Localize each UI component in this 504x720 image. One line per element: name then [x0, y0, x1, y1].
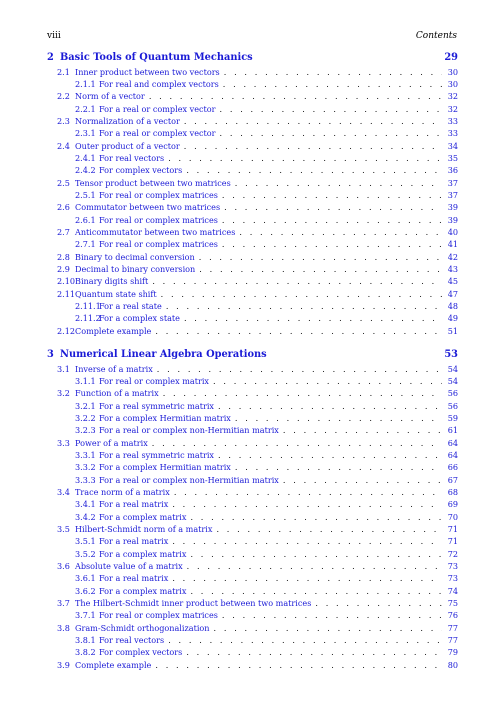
entry-page-number: 41	[447, 239, 458, 250]
entry-number: 3.7.1	[75, 610, 96, 621]
toc-section-row[interactable]	[47, 363, 458, 375]
entry-title: Outer product of a vector	[75, 140, 180, 151]
entry-page-number: 49	[447, 313, 458, 324]
toc-section-row[interactable]	[47, 263, 458, 275]
toc-subsection-row[interactable]	[47, 375, 458, 387]
dot-leader	[222, 214, 442, 226]
dot-leader	[220, 103, 442, 115]
entry-title: Absolute value of a matrix	[75, 561, 183, 572]
entry-title: For real or complex matrices	[99, 214, 218, 225]
dot-leader	[224, 201, 442, 213]
entry-title: Complete example	[75, 659, 152, 670]
dot-leader	[235, 461, 442, 473]
entry-page-number: 32	[447, 91, 458, 102]
entry-number: 2.1.1	[75, 78, 96, 89]
entry-number: 2.4	[57, 140, 70, 151]
entry-page-number: 42	[447, 251, 458, 262]
chapter-title: Numerical Linear Algebra Operations	[60, 349, 267, 361]
table-of-contents	[47, 51, 458, 671]
toc-section-row[interactable]	[47, 288, 458, 300]
entry-page-number: 43	[447, 264, 458, 274]
entry-page-number: 45	[447, 276, 458, 287]
dot-leader	[315, 597, 442, 609]
entry-title: For real or complex matrix	[99, 375, 210, 386]
entry-title: Complete example	[75, 325, 152, 336]
toc-subsection-row[interactable]	[47, 449, 458, 461]
entry-page-number: 71	[447, 536, 458, 547]
dot-leader	[168, 152, 442, 164]
dot-leader	[166, 300, 442, 312]
dot-leader	[216, 523, 442, 535]
entry-title: For a real symmetric matrix	[99, 449, 214, 460]
entry-page-number: 54	[447, 363, 458, 374]
toc-section-row[interactable]	[47, 560, 458, 572]
entry-number: 3.4	[57, 487, 70, 497]
entry-title: For a real state	[99, 301, 162, 312]
entry-title: Commutator between two matrices	[75, 202, 221, 213]
entry-number: 3.5.1	[75, 536, 96, 547]
dot-leader	[220, 127, 442, 139]
dot-leader	[222, 238, 442, 250]
dot-leader	[235, 177, 442, 189]
entry-page-number: 72	[447, 548, 458, 559]
entry-number: 3.5.2	[75, 548, 96, 559]
toc-subsection-row[interactable]	[47, 572, 458, 584]
dot-leader	[155, 325, 442, 337]
toc-section-row[interactable]	[47, 251, 458, 263]
dot-leader	[172, 535, 442, 547]
toc-subsection-row[interactable]	[47, 609, 458, 621]
toc-section-row[interactable]	[47, 523, 458, 535]
entry-title: For real or complex matrices	[99, 189, 218, 200]
entry-title: For a complex Hermitian matrix	[99, 462, 231, 473]
entry-title: For a real symmetric matrix	[99, 400, 214, 411]
entry-title: For a real or complex non-Hermitian matrix	[99, 474, 279, 485]
entry-number: 2.4.2	[75, 165, 96, 176]
toc-section-row[interactable]	[47, 486, 458, 498]
entry-number: 3.5	[57, 524, 70, 535]
entry-page-number: 76	[447, 610, 458, 621]
entry-page-number: 64	[447, 449, 458, 460]
toc-subsection-row[interactable]	[47, 238, 458, 250]
chapter-page-number: 53	[444, 349, 458, 361]
entry-page-number: 47	[447, 288, 458, 299]
entry-page-number: 70	[447, 511, 458, 522]
entry-number: 2.1	[57, 66, 70, 77]
dot-leader	[222, 609, 442, 621]
toc-section-row[interactable]	[47, 177, 458, 189]
toc-subsection-row[interactable]	[47, 127, 458, 139]
entry-title: Binary digits shift	[75, 276, 149, 287]
dot-leader	[224, 66, 442, 78]
page-label: viii	[47, 31, 61, 41]
toc-subsection-row[interactable]	[47, 634, 458, 646]
entry-title: For a real matrix	[99, 573, 169, 584]
dot-leader	[218, 400, 442, 412]
entry-page-number: 68	[447, 487, 458, 497]
entry-title: Inverse of a matrix	[75, 363, 153, 374]
entry-number: 2.3	[57, 115, 70, 126]
entry-number: 3.6	[57, 561, 70, 572]
entry-title: Hilbert-Schmidt norm of a matrix	[75, 524, 213, 535]
entry-number: 2.9	[57, 264, 70, 274]
entry-page-number: 34	[447, 140, 458, 151]
entry-number: 3.3.2	[75, 462, 96, 473]
entry-title: For a real matrix	[99, 536, 169, 547]
dot-leader	[199, 251, 442, 263]
entry-page-number: 80	[447, 659, 458, 670]
dot-leader	[190, 585, 442, 597]
dot-leader	[218, 449, 442, 461]
entry-title: For a complex matrix	[99, 585, 187, 596]
entry-number: 3.2.3	[75, 425, 96, 436]
entry-title: For real or complex matrices	[99, 610, 218, 621]
dot-leader	[152, 437, 442, 449]
dot-leader	[184, 115, 442, 127]
entry-page-number: 64	[447, 437, 458, 448]
dot-leader	[184, 140, 442, 152]
entry-title: Normalization of a vector	[75, 115, 180, 126]
dot-leader	[239, 226, 442, 238]
entry-number: 2.7.1	[75, 239, 96, 250]
running-title: Contents	[415, 31, 457, 41]
entry-page-number: 73	[447, 561, 458, 572]
entry-title: For a real or complex non-Hermitian matrix	[99, 425, 279, 436]
toc-subsection-row[interactable]	[47, 461, 458, 473]
entry-number: 2.11.1	[75, 301, 101, 312]
dot-leader	[168, 634, 442, 646]
entry-number: 3.8.1	[75, 635, 96, 646]
entry-title: Function of a matrix	[75, 388, 159, 399]
entry-page-number: 37	[447, 189, 458, 200]
entry-title: Quantum state shift	[75, 288, 157, 299]
entry-page-number: 56	[447, 388, 458, 399]
entry-number: 2.12	[57, 325, 76, 336]
dot-leader	[283, 474, 442, 486]
entry-title: For a complex Hermitian matrix	[99, 412, 231, 423]
toc-subsection-row[interactable]	[47, 214, 458, 226]
entry-number: 2.10	[57, 276, 76, 287]
toc-subsection-row[interactable]	[47, 412, 458, 424]
entry-number: 2.11.2	[75, 313, 101, 324]
entry-number: 3.1.1	[75, 375, 96, 386]
chapter-number: 3	[47, 349, 54, 361]
toc-subsection-row[interactable]	[47, 78, 458, 90]
entry-title: For complex vectors	[99, 165, 183, 176]
dot-leader	[190, 511, 442, 523]
entry-page-number: 77	[447, 635, 458, 646]
toc-section-row[interactable]	[47, 201, 458, 213]
toc-section-row[interactable]	[47, 275, 458, 287]
toc-section-row[interactable]	[47, 90, 458, 102]
entry-number: 3.9	[57, 659, 70, 670]
entry-title: Norm of a vector	[75, 91, 145, 102]
entry-page-number: 32	[447, 103, 458, 114]
chapter-title: Basic Tools of Quantum Mechanics	[60, 52, 253, 63]
entry-number: 3.4.2	[75, 511, 96, 522]
dot-leader	[149, 90, 442, 102]
chapter-page-number: 29	[444, 52, 458, 63]
toc-subsection-row[interactable]	[47, 164, 458, 176]
dot-leader	[214, 622, 443, 634]
entry-title: For real or complex matrices	[99, 239, 218, 250]
entry-title: Decimal to binary conversion	[75, 264, 196, 274]
entry-number: 3.6.1	[75, 573, 96, 584]
entry-page-number: 30	[447, 66, 458, 77]
entry-number: 2.3.1	[75, 128, 96, 139]
entry-number: 2.7	[57, 226, 70, 237]
toc-subsection-row[interactable]	[47, 511, 458, 523]
entry-page-number: 59	[447, 412, 458, 423]
entry-number: 3.2.1	[75, 400, 96, 411]
entry-number: 3.2	[57, 388, 70, 399]
toc-subsection-row[interactable]	[47, 424, 458, 436]
toc-subsection-row[interactable]	[47, 312, 458, 324]
entry-title: For a complex matrix	[99, 511, 187, 522]
chapter-number: 2	[47, 52, 54, 63]
toc-subsection-row[interactable]	[47, 535, 458, 547]
entry-page-number: 40	[447, 226, 458, 237]
entry-title: Tensor product between two matrices	[75, 177, 231, 188]
entry-page-number: 33	[447, 115, 458, 126]
entry-number: 3.8.2	[75, 647, 96, 658]
dot-leader	[213, 375, 442, 387]
entry-title: Power of a matrix	[75, 437, 148, 448]
toc-subsection-row[interactable]	[47, 585, 458, 597]
dot-leader	[163, 387, 442, 399]
entry-page-number: 61	[447, 425, 458, 436]
entry-number: 3.6.2	[75, 585, 96, 596]
entry-page-number: 67	[447, 474, 458, 485]
entry-page-number: 69	[447, 499, 458, 510]
entry-page-number: 36	[447, 165, 458, 176]
dot-leader	[152, 275, 442, 287]
entry-title: Inner product between two vectors	[75, 66, 220, 77]
entry-title: Binary to decimal conversion	[75, 251, 195, 262]
toc-section-row[interactable]	[47, 387, 458, 399]
entry-page-number: 66	[447, 462, 458, 473]
entry-page-number: 73	[447, 573, 458, 584]
entry-number: 2.4.1	[75, 152, 96, 163]
dot-leader	[283, 424, 442, 436]
entry-title: For a real matrix	[99, 499, 169, 510]
entry-number: 3.8	[57, 622, 70, 633]
entry-page-number: 39	[447, 214, 458, 225]
toc-chapter-row[interactable]	[47, 348, 458, 362]
toc-section-row[interactable]	[47, 115, 458, 127]
dot-leader	[187, 560, 442, 572]
entry-title: Gram-Schmidt orthogonalization	[75, 622, 210, 633]
dot-leader	[223, 78, 442, 90]
entry-title: Trace norm of a matrix	[75, 487, 170, 497]
entry-title: Anticommutator between two matrices	[75, 226, 236, 237]
entry-page-number: 39	[447, 202, 458, 213]
toc-subsection-row[interactable]	[47, 474, 458, 486]
toc-subsection-row[interactable]	[47, 498, 458, 510]
dot-leader	[172, 498, 442, 510]
entry-number: 2.2	[57, 91, 70, 102]
entry-page-number: 71	[447, 524, 458, 535]
entry-title: For real vectors	[99, 152, 165, 163]
entry-number: 3.2.2	[75, 412, 96, 423]
dot-leader	[222, 189, 442, 201]
dot-leader	[186, 646, 442, 658]
toc-section-row[interactable]	[47, 66, 458, 78]
entry-page-number: 35	[447, 152, 458, 163]
entry-number: 3.3	[57, 437, 70, 448]
entry-page-number: 30	[447, 78, 458, 89]
dot-leader	[184, 312, 442, 324]
entry-title: For a complex matrix	[99, 548, 187, 559]
toc-subsection-row[interactable]	[47, 548, 458, 560]
running-header	[47, 31, 457, 41]
entry-number: 3.4.1	[75, 499, 96, 510]
entry-number: 2.11	[57, 288, 76, 299]
dot-leader	[157, 363, 442, 375]
entry-page-number: 75	[447, 598, 458, 609]
toc-subsection-row[interactable]	[47, 646, 458, 658]
toc-subsection-row[interactable]	[47, 189, 458, 201]
entry-page-number: 74	[447, 585, 458, 596]
toc-subsection-row[interactable]	[47, 103, 458, 115]
dot-leader	[172, 572, 442, 584]
entry-page-number: 33	[447, 128, 458, 139]
toc-section-row[interactable]	[47, 622, 458, 634]
dot-leader	[161, 288, 442, 300]
entry-number: 2.6	[57, 202, 70, 213]
dot-leader	[199, 263, 442, 275]
entry-title: The Hilbert-Schmidt inner product between two matrices	[75, 598, 312, 609]
toc-subsection-row[interactable]	[47, 300, 458, 312]
entry-title: For real and complex vectors	[99, 78, 219, 89]
dot-leader	[186, 164, 442, 176]
entry-title: For a real or complex vector	[99, 128, 216, 139]
dot-leader	[190, 548, 442, 560]
entry-title: For real vectors	[99, 635, 165, 646]
entry-number: 3.3.1	[75, 449, 96, 460]
entry-title: For a complex state	[99, 313, 180, 324]
dot-leader	[174, 486, 442, 498]
toc-section-row[interactable]	[47, 597, 458, 609]
entry-page-number: 56	[447, 400, 458, 411]
toc-section-row[interactable]	[47, 437, 458, 449]
entry-title: For complex vectors	[99, 647, 183, 658]
toc-chapter-row[interactable]	[47, 51, 458, 65]
entry-title: For a real or complex vector	[99, 103, 216, 114]
toc-section-row[interactable]	[47, 140, 458, 152]
entry-page-number: 77	[447, 622, 458, 633]
toc-section-row[interactable]	[47, 226, 458, 238]
entry-number: 3.1	[57, 363, 70, 374]
entry-number: 3.3.3	[75, 474, 96, 485]
entry-number: 2.5.1	[75, 189, 96, 200]
entry-number: 2.6.1	[75, 214, 96, 225]
entry-page-number: 37	[447, 177, 458, 188]
entry-number: 2.5	[57, 177, 70, 188]
toc-section-row[interactable]	[47, 325, 458, 337]
toc-subsection-row[interactable]	[47, 400, 458, 412]
dot-leader	[155, 659, 442, 671]
toc-section-row[interactable]	[47, 659, 458, 671]
entry-page-number: 54	[447, 375, 458, 386]
toc-subsection-row[interactable]	[47, 152, 458, 164]
dot-leader	[235, 412, 442, 424]
entry-page-number: 48	[447, 301, 458, 312]
entry-number: 2.8	[57, 251, 70, 262]
entry-number: 2.2.1	[75, 103, 96, 114]
entry-page-number: 51	[447, 325, 458, 336]
entry-page-number: 79	[447, 647, 458, 658]
entry-number: 3.7	[57, 598, 70, 609]
